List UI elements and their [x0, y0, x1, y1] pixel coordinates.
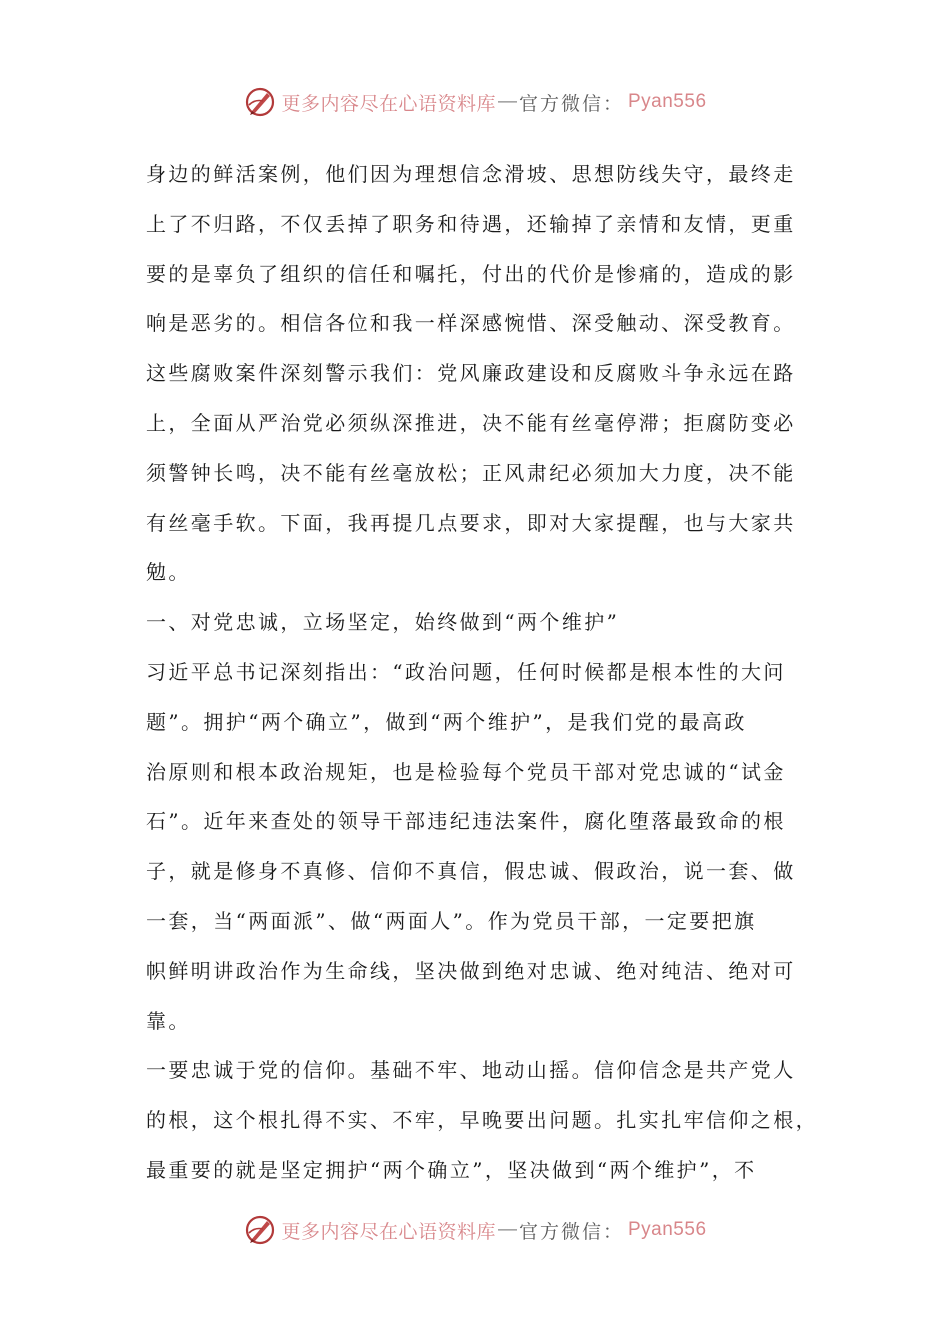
text-line: 要的是辜负了组织的信任和嘱托，付出的代价是惨痛的，造成的影: [146, 261, 796, 286]
document-body: [146, 150, 818, 1196]
text-line: 一套，当“两面派”、做“两面人”。作为党员干部，一定要把旗: [146, 908, 757, 933]
text-line: 须警钟长鸣，决不能有丝毫放松；正风肃纪必须加大力度，决不能: [146, 460, 796, 485]
text-line: 治原则和根本政治规矩，也是检验每个党员干部对党忠诚的“试金: [146, 759, 786, 784]
text-line: 这些腐败案件深刻警示我们：党风廉政建设和反腐败斗争永远在路: [146, 361, 796, 386]
pen-logo-icon: [243, 85, 277, 119]
watermark-wechat-id: Pyan556: [628, 1219, 707, 1240]
text-line: 子，就是修身不真修、信仰不真信，假忠诚、假政治，说一套、做: [146, 859, 796, 884]
watermark-dash: —: [497, 91, 517, 112]
section-heading: 一、对党忠诚，立场坚定，始终做到“两个维护”: [146, 610, 620, 635]
text-line: 石”。近年来查处的领导干部违纪违法案件，腐化堕落最致命的根: [146, 809, 786, 834]
watermark-sub-text: 官方微信：: [518, 92, 624, 115]
watermark-main-text: 更多内容尽在心语资料库: [281, 1220, 496, 1243]
footer-watermark: [0, 1210, 950, 1250]
header-watermark: [0, 82, 950, 122]
text-line: 的根，这个根扎得不实、不牢，早晚要出问题。扎实扎牢信仰之根，: [146, 1108, 818, 1133]
text-line: 帜鲜明讲政治作为生命线，坚决做到绝对忠诚、绝对纯洁、绝对可: [146, 958, 796, 983]
text-line: 勉。: [146, 560, 191, 585]
text-line: 上，全面从严治党必须纵深推进，决不能有丝毫停滞；拒腐防变必: [146, 410, 796, 435]
watermark-sub-text: 官方微信：: [518, 1220, 624, 1243]
text-line: 靠。: [146, 1008, 191, 1033]
text-line: 最重要的就是坚定拥护“两个确立”，坚决做到“两个维护”，不: [146, 1157, 757, 1182]
text-line: 响是恶劣的。相信各位和我一样深感惋惜、深受触动、深受教育。: [146, 311, 796, 336]
watermark-wechat-id: Pyan556: [628, 91, 707, 112]
text-line: 上了不归路，不仅丢掉了职务和待遇，还输掉了亲情和友情，更重: [146, 211, 796, 236]
text-line: 习近平总书记深刻指出：“政治问题，任何时候都是根本性的大问: [146, 659, 786, 684]
pen-logo-icon: [243, 1213, 277, 1247]
text-line: 有丝毫手软。下面，我再提几点要求，即对大家提醒，也与大家共: [146, 510, 796, 535]
watermark-main-text: 更多内容尽在心语资料库: [281, 92, 496, 115]
text-line: 一要忠诚于党的信仰。基础不牢、地动山摇。信仰信念是共产党人: [146, 1058, 796, 1083]
text-line: 身边的鲜活案例，他们因为理想信念滑坡、思想防线失守，最终走: [146, 162, 796, 186]
text-line: 题”。拥护“两个确立”，做到“两个维护”，是我们党的最高政: [146, 709, 747, 734]
watermark-dash: —: [497, 1219, 517, 1240]
